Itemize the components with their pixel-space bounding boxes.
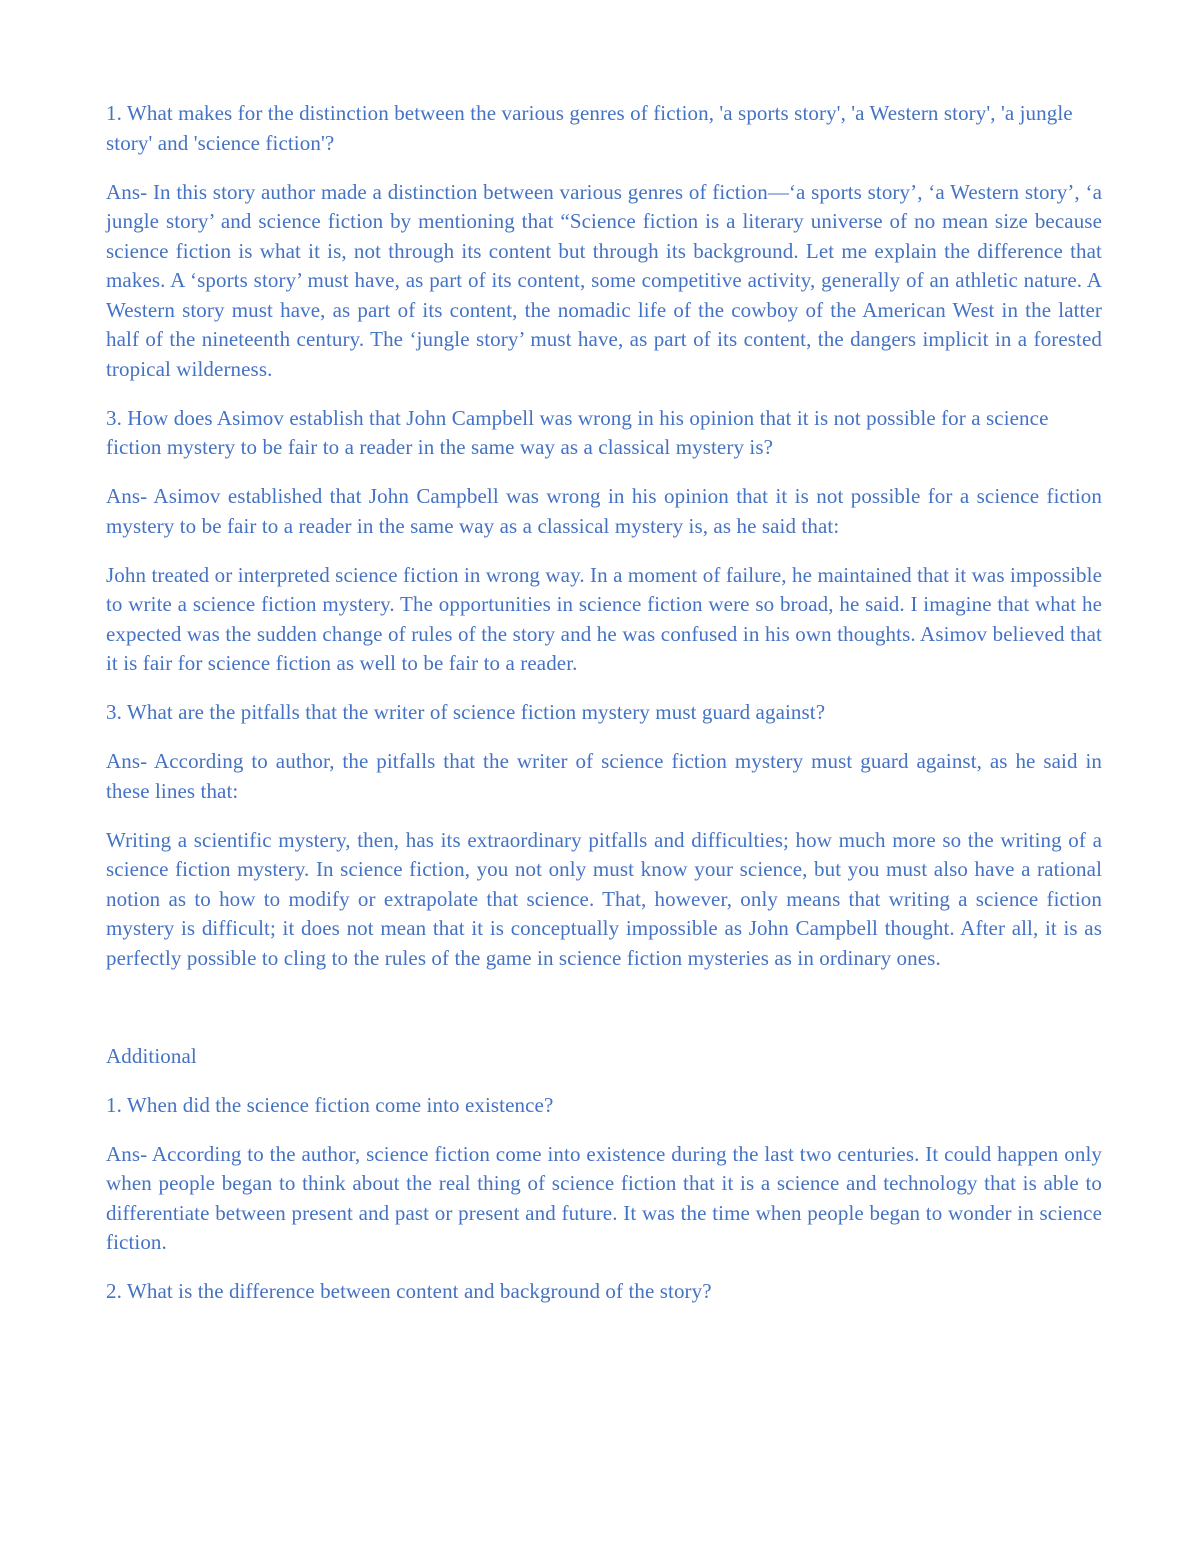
answer-2: Ans- Asimov established that John Campbell was wrong in his opinion that it is not possible for a science fiction mystery to be fair to a reader in the same way as a classical mystery is, as he said that: <box>106 484 1102 538</box>
question-2: 3. How does Asimov establish that John Campbell was wrong in his opinion that it is not possible for a science fiction mystery to be fair to a reader in the same way as a classical mystery is? <box>106 405 1049 459</box>
additional-answer-1: Ans- According to the author, science fiction come into existence during the last two centuries. It could happen only when people began to think about the real thing of science fiction that it is a science and technology that is able to differentiate between present and past or present and future. It was the time when people began to wonder in science fiction. <box>106 1141 1102 1254</box>
additional-question-2: 2. What is the difference between content and background of the story? <box>106 1279 712 1303</box>
answer-3-quote: Writing a scientific mystery, then, has its extraordinary pitfalls and difficulties; how much more so the writing of a science fiction mystery. In science fiction, you not only must know your science, but you must also have a rational notion as to how to modify or extrapolate that science. That, however, only means that writing a science fiction mystery is difficult; it does not mean that it is conceptually impossible as John Campbell thought. After all, it is as perfectly possible to cling to the rules of the game in science fiction mysteries as in ordinary ones. <box>106 827 1102 970</box>
question-1: 1. What makes for the distinction between the various genres of fiction, 'a sports story', 'a Western story', 'a jungle story' and 'science fiction'? <box>106 101 1073 155</box>
section-spacer <box>106 993 1102 1042</box>
additional-question-1: 1. When did the science fiction come into existence? <box>106 1092 554 1117</box>
document-body <box>106 99 1102 1326</box>
answer-1: Ans- In this story author made a distinction between various genres of fiction—‘a sports story’, ‘a Western story’, ‘a jungle story’ and science fiction by mentioning that “Science fiction is a literary universe of no mean size because science fiction is what it is, not through its content but through its background. Let me explain the difference that makes. A ‘sports story’ must have, as part of its content, some competitive activity, generally of an athletic nature. A Western story must have, as part of its content, the nomadic life of the cowboy of the American West in the latter half of the nineteenth century. The ‘jungle story’ must have, as part of its content, the dangers implicit in a forested tropical wilderness. <box>106 179 1102 381</box>
additional-heading: Additional <box>106 1043 197 1068</box>
answer-3: Ans- According to author, the pitfalls that the writer of science fiction mystery must guard against, as he said in these lines that: <box>106 749 1102 803</box>
answer-2-quote: John treated or interpreted science fiction in wrong way. In a moment of failure, he maintained that it was impossible to write a science fiction mystery. The opportunities in science fiction were so broad, he said. I imagine that what he expected was the sudden change of rules of the story and he was confused in his own thoughts. Asimov believed that it is fair for science fiction as well to be fair to a reader. <box>106 562 1102 675</box>
question-3: 3. What are the pitfalls that the writer of science fiction mystery must guard against? <box>106 700 826 724</box>
